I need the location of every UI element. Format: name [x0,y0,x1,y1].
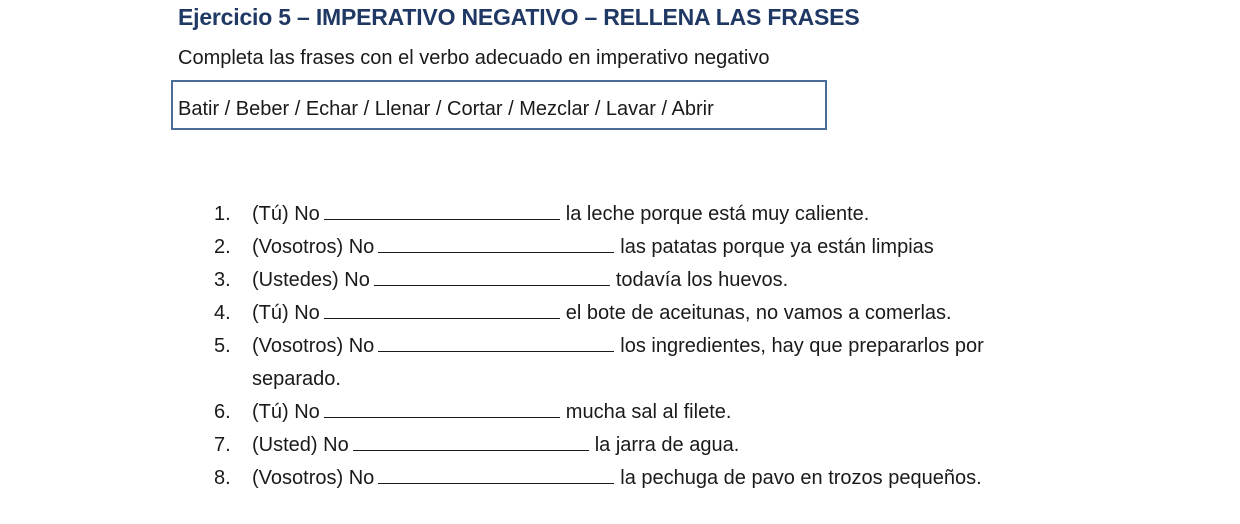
item-suffix: los ingredientes, hay que prepararlos por [620,335,984,357]
exercise-list [0,198,1240,495]
item-number: 4. [214,302,231,324]
answer-blank[interactable] [374,267,610,286]
item-prefix: (Tú) No [252,401,320,423]
answer-blank[interactable] [378,465,614,484]
item-prefix: (Vosotros) No [252,335,375,357]
answer-blank[interactable] [324,300,560,319]
instruction-text: Completa las frases con el verbo adecuado en imperativo negativo [178,47,770,69]
item-suffix: la leche porque está muy caliente. [565,203,870,225]
item-number: 7. [214,434,231,456]
item-prefix: (Ustedes) No [252,269,370,291]
item-suffix: la pechuga de pavo en trozos pequeños. [620,467,982,489]
exercise-item-4 [0,297,1240,330]
item-prefix: (Usted) No [252,434,349,456]
item-continuation: separado. [252,368,341,390]
item-suffix: el bote de aceitunas, no vamos a comerlas. [565,302,952,324]
item-number: 8. [214,467,231,489]
exercise-item-7 [0,429,1240,462]
item-number: 2. [214,236,231,258]
exercise-item-1 [0,198,1240,231]
item-number: 5. [214,335,231,357]
item-suffix: todavía los huevos. [615,269,789,291]
verb-bank-box: Batir / Beber / Echar / Llenar / Cortar / Mezclar / Lavar / Abrir [171,80,827,130]
answer-blank[interactable] [324,201,560,220]
exercise-item-8 [0,462,1240,495]
item-prefix: (Vosotros) No [252,236,375,258]
answer-blank[interactable] [378,333,614,352]
exercise-title: Ejercicio 5 – IMPERATIVO NEGATIVO – RELLENA LAS FRASES [178,4,860,30]
item-suffix: la jarra de agua. [594,434,740,456]
item-prefix: (Vosotros) No [252,467,375,489]
answer-blank[interactable] [378,234,614,253]
exercise-item-5 [0,330,1240,396]
item-prefix: (Tú) No [252,203,320,225]
answer-blank[interactable] [324,399,560,418]
item-number: 3. [214,269,231,291]
item-prefix: (Tú) No [252,302,320,324]
item-number: 1. [214,203,231,225]
item-number: 6. [214,401,231,423]
exercise-item-3 [0,264,1240,297]
item-suffix: mucha sal al filete. [565,401,732,423]
exercise-item-2 [0,231,1240,264]
item-suffix: las patatas porque ya están limpias [620,236,934,258]
exercise-item-6 [0,396,1240,429]
answer-blank[interactable] [353,432,589,451]
